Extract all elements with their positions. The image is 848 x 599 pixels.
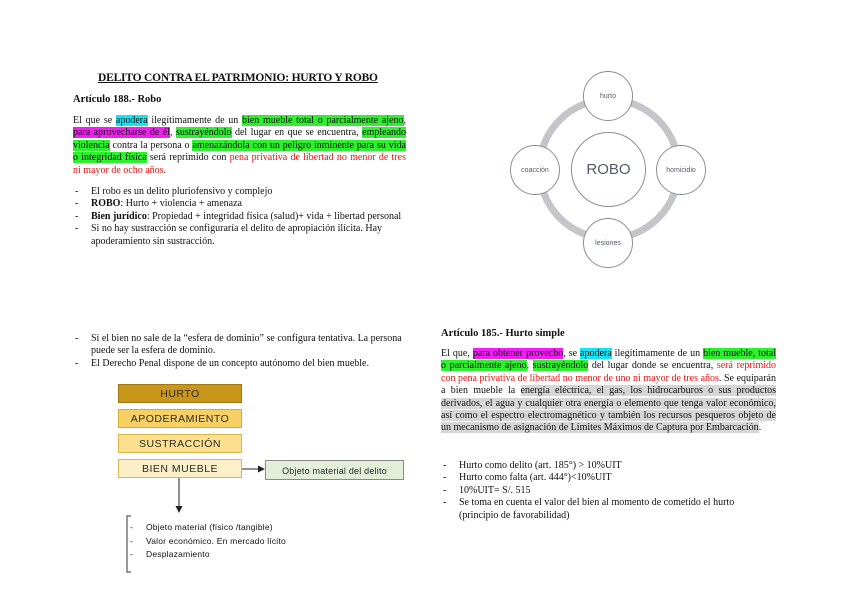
flow-box-hurto: HURTO — [118, 384, 242, 403]
text-segment: energía eléctrica, el gas, los hidrocarburos o sus productos derivados, el agua y cualquier otra energía o elemento que tenga valor económico, así como el espectro electromagnético y también los recursos pesqueros objeto de un mecanismo de asignación de Límites Máximos de Captura por Embarcación — [441, 385, 776, 434]
text-segment: será reprimido con — [146, 152, 230, 164]
list-item: - Hurto como falta (art. 444°)<10%UIT — [441, 472, 776, 484]
text-segment: : Hurto + violencia + amenaza — [120, 198, 242, 210]
text-segment: ilegítimamente de un — [147, 115, 243, 126]
art188-heading: Artículo 188.- Robo — [73, 94, 162, 105]
list-item: - Desplazamiento — [128, 548, 388, 562]
text-segment: El robo es un delito pluriofensivo y complejo — [91, 186, 273, 197]
diagram-node-hurto: hurto — [583, 71, 633, 121]
text-segment: para obtener provecho — [472, 348, 564, 359]
text-segment: apodera — [115, 115, 148, 126]
flow-box-sustraccion: SUSTRACCIÓN — [118, 434, 242, 453]
text-segment: . — [163, 164, 167, 176]
text-segment: , — [403, 115, 406, 126]
art185-heading: Artículo 185.- Hurto simple — [441, 328, 565, 339]
list-item: - 10%UIT= S/. 515 — [441, 485, 776, 497]
text-segment: apodera — [580, 348, 612, 359]
text-segment: . Se equiparán a bien mueble la — [441, 372, 776, 397]
diagram-node-lesiones: lesiones — [583, 218, 633, 268]
diagram-center-robo: ROBO — [571, 132, 646, 207]
list-item: - Si el bien no sale de la “esfera de dominio” se configura tentativa. La persona puede ser la esfera de dominio. — [73, 333, 406, 358]
text-segment: sustrayéndolo — [532, 360, 589, 372]
text-segment: del lugar en que se encuentra, — [231, 127, 363, 139]
text-segment: , se — [563, 348, 581, 359]
page-title: DELITO CONTRA EL PATRIMONIO: HURTO Y ROBO — [98, 72, 378, 84]
list-item: - Hurto como delito (art. 185°) > 10%UIT — [441, 460, 776, 472]
text-segment: ilegítimamente de un — [611, 348, 704, 359]
art185-paragraph — [441, 348, 776, 435]
text-segment: El que, — [441, 348, 473, 359]
list-item: - Valor económico. En mercado lícito — [128, 535, 388, 549]
text-segment: : Propiedad + integridad física (salud)+ vida + libertad personal — [146, 210, 402, 222]
text-segment: , — [526, 360, 533, 372]
art185-bullets — [441, 460, 776, 522]
text-segment: amenazándola con un peligro inminente para su vida o integridad física — [73, 139, 406, 164]
flow-box-bien-mueble: BIEN MUEBLE — [118, 459, 242, 478]
list-item: - Objeto material (físico /tangible) — [128, 521, 388, 535]
text-segment: sustrayéndolo — [175, 127, 232, 139]
text-segment: bien mueble total o parcialmente ajeno — [242, 115, 404, 126]
text-segment: . — [758, 422, 762, 434]
text-segment: para aprovecharse de él — [73, 127, 171, 139]
bold-term: ROBO — [91, 198, 121, 210]
text-segment: del lugar donde se encuentra, — [588, 360, 717, 372]
diagram-node-coaccion: coacción — [510, 145, 560, 195]
flow-arrowhead-down — [176, 506, 183, 513]
text-segment: , — [170, 127, 176, 139]
diagram-node-homicidio: homicidio — [656, 145, 706, 195]
text-segment: Si no hay sustracción se configuraría el delito de apropiación ilícita. Hay apoderamiento sin sustracción. — [91, 223, 383, 247]
flow-side-box: Objeto material del delito — [265, 460, 404, 480]
text-segment: contra la persona o — [109, 139, 193, 151]
text-segment: será reprimido con pena privativa de libertad no menor de uno ni mayor de tres años — [441, 360, 776, 384]
flow-arrowhead-right — [258, 466, 265, 473]
text-segment: bien mueble, total o parcialmente ajeno — [441, 348, 776, 372]
flow-list — [128, 521, 388, 562]
flow-box-apoderamiento: APODERAMIENTO — [118, 409, 242, 428]
list-item: - El Derecho Penal dispone de un concepto autónomo del bien mueble. — [73, 358, 406, 370]
text-segment: empleando violencia — [73, 127, 407, 151]
bold-term: Bien jurídico — [91, 210, 147, 222]
text-segment: pena privativa de libertad no menor de tres ni mayor de ocho años — [73, 152, 406, 176]
list-item: - Se toma en cuenta el valor del bien al momento de cometido el hurto (principio de favorabilidad) — [441, 497, 776, 522]
text-segment: El que se — [73, 115, 116, 126]
